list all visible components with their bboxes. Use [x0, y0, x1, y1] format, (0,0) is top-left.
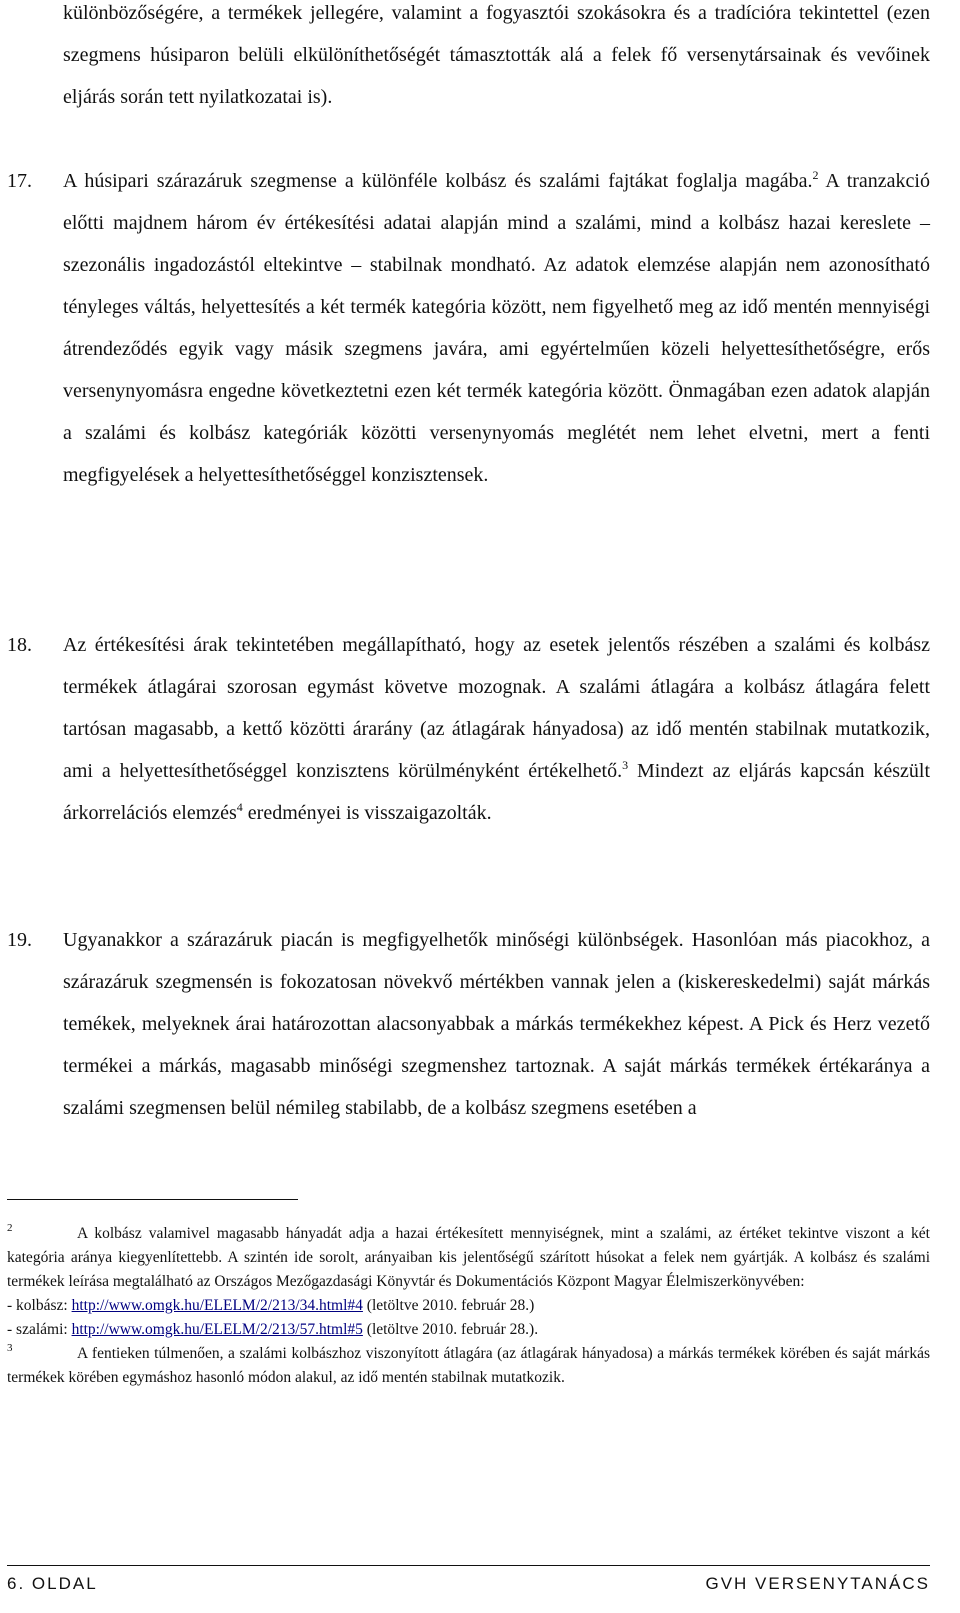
paragraph-17-body: [63, 160, 930, 496]
footnote-2-line-szalami: [7, 1318, 930, 1342]
footnote-2-line-kolbasz: [7, 1294, 930, 1318]
intro-paragraph: [63, 0, 930, 118]
footnote-ref-4[interactable]: 4: [236, 800, 243, 814]
paragraph-18-text-b: Mindezt az eljárás kapcsán készült árkorrelációs elemzés: [63, 760, 931, 824]
paragraph-18-body: [63, 624, 930, 834]
footer-separator: [7, 1565, 930, 1566]
footnote-3: 3 A fentieken túlmenően, a szalámi kolbászhoz viszonyított átlagára (az átlagárak hányadosa) a márkás termékek körében és saját márkás termékek körében egymáshoz hasonló módon alakul, az idő mentén stabilnak mutatkozik.: [7, 1342, 930, 1386]
footnote-ref-3[interactable]: 3: [622, 758, 629, 772]
footnotes: [7, 1222, 930, 1390]
paragraph-18-text-c: eredményei is visszaigazolták.: [242, 802, 492, 824]
issuer-label: GVH VERSENYTANÁCS: [705, 1574, 930, 1593]
szalami-link[interactable]: http://www.omgk.hu/ELELM/2/213/57.html#5: [71, 1321, 363, 1338]
paragraph-17-number: 17.: [7, 170, 32, 192]
page-footer: [7, 1574, 930, 1594]
paragraph-19-body: [63, 919, 930, 1129]
paragraph-18-number: 18.: [7, 634, 32, 656]
kolbasz-link[interactable]: http://www.omgk.hu/ELELM/2/213/34.html#4: [71, 1297, 363, 1314]
paragraph-19-text: Ugyanakkor a szárazáruk piacán is megfigyelhetők minőségi különbségek. Hasonlóan más piacokhoz, a szárazáruk szegmensén is fokozatosan növekvő mértékben vannak jelen a (kiskereskedelmi) saját márkás temékek, melyeknek árai határozottan alacsonyabbak a márkás termékekhez képest. A Pick és Herz vezető termékei a márkás, magasabb minőségi szegmenshez tartoznak. A saját márkás termékek értékaránya a szalámi szegmensen belül némileg stabilabb, de a kolbász szegmens esetében a: [63, 929, 930, 1119]
footnote-2-line-szalami-suffix: (letöltve 2010. február 28.).: [362, 1321, 539, 1338]
footnote-2-line-szalami-prefix: - szalámi:: [7, 1321, 72, 1338]
footnote-2-line-kolbasz-prefix: - kolbász:: [7, 1297, 72, 1314]
paragraph-17-text-a: A húsipari szárazáruk szegmense a különféle kolbász és szalámi fajtákat foglalja magába.: [63, 170, 813, 192]
footnote-2-line-kolbasz-suffix: (letöltve 2010. február 28.): [362, 1297, 535, 1314]
paragraph-19-number: 19.: [7, 929, 32, 951]
footnote-ref-2[interactable]: 2: [812, 168, 819, 182]
footnote-3-text: A fentieken túlmenően, a szalámi kolbászhoz viszonyított átlagára (az átlagárak hányadosa) a márkás termékek körében és saját márkás termékek körében egymáshoz hasonló módon alakul, az idő mentén stabilnak mutatkozik.: [7, 1345, 930, 1386]
paragraph-17-text-b: A tranzakció előtti majdnem három év értékesítési adatai alapján mind a szalámi, mind a kolbász hazai kereslete – szezonális ingadozástól eltekintve – stabilnak mondható. Az adatok elemzése alapján nem azonosítható tényleges váltás, helyettesítés a két termék kategória között, nem figyelhető meg az idő mentén mennyiségi átrendeződés egyik vagy másik szegmens javára, ami egyértelműen közeli helyettesíthetőségre, erős versenynyomásra engedne következtetni ezen két termék kategória között. Önmagában ezen adatok alapján a szalámi és kolbász kategóriák közötti versenynyomás meglétét nem lehet elvetni, mert a fenti megfigyelések a helyettesíthetőséggel konzisztensek.: [63, 170, 930, 486]
footnote-2: 2 A kolbász valamivel magasabb hányadát adja a hazai értékesített mennyiségnek, mint a szalámi, az értéket tekintve viszont a két kategória aránya kiegyenlítettebb. A szintén ide sorolt, arányaiban kis jelentőségű szárított húsokat a felek nem gyártják. A kolbász és szalámi termékek leírása megtalálható az Országos Mezőgazdasági Könyvtár és Dokumentációs Központ Magyar Élelmiszerkönyvében: - kolbász: http://www.omgk.hu/ELELM/2/213/34.html#4 (letöltve 2010. február 28.) - szalámi: http://www.omgk.hu/ELELM/2/213/57.html#5 (letöltve 2010. február 28.).: [7, 1222, 930, 1342]
paragraph-18-text-a: Az értékesítési árak tekintetében megállapítható, hogy az esetek jelentős részében a szalámi és kolbász termékek átlagárai szorosan egymást követve mozognak. A szalámi átlagára a kolbász átlagára felett tartósan magasabb, a kettő közötti árarány (az átlagárak hányadosa) az idő mentén stabilnak mutatkozik, ami a helyettesíthetőséggel konzisztens körülményként értékelhető.: [63, 634, 930, 782]
page-number: 6. OLDAL: [7, 1574, 98, 1593]
footnote-2-text: A kolbász valamivel magasabb hányadát adja a hazai értékesített mennyiségnek, mint a szalámi, az értéket tekintve viszont a két kategória aránya kiegyenlítettebb. A szintén ide sorolt, arányaiban kis jelentőségű szárított húsokat a felek nem gyártják. A kolbász és szalámi termékek leírása megtalálható az Országos Mezőgazdasági Könyvtár és Dokumentációs Központ Magyar Élelmiszerkönyvében:: [7, 1225, 930, 1290]
footnote-separator: [7, 1199, 298, 1200]
intro-text: különbözőségére, a termékek jellegére, valamint a fogyasztói szokásokra és a tradícióra tekintettel (ezen szegmens húsiparon belüli elkülöníthetőségét támasztották alá a felek fő versenytársainak és vevőinek eljárás során tett nyilatkozatai is).: [63, 2, 930, 108]
